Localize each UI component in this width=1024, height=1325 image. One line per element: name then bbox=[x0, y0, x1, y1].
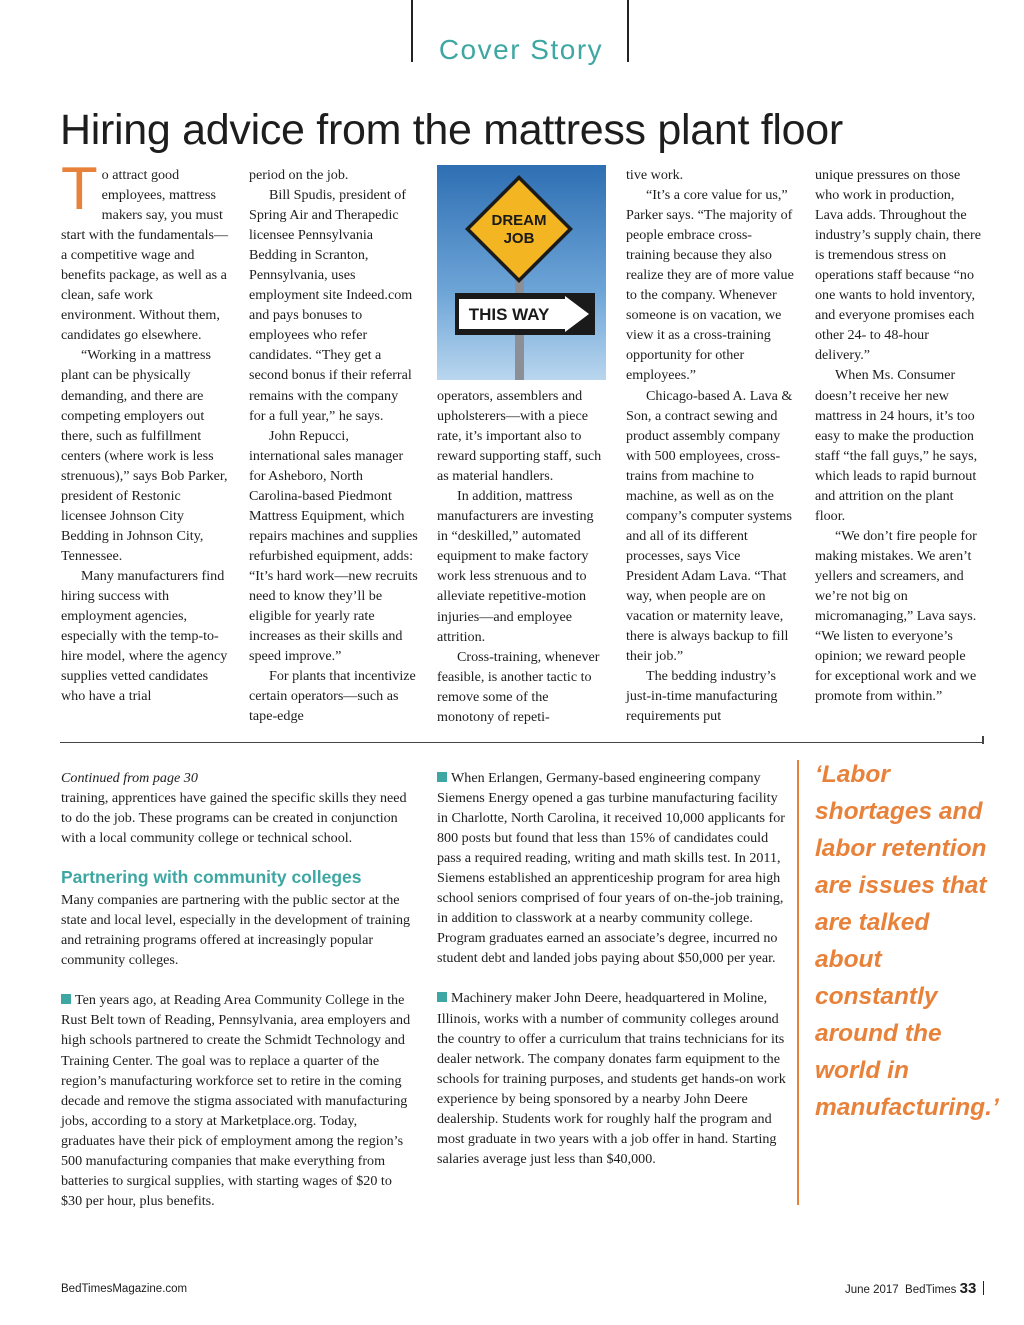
bullet-paragraph bbox=[61, 990, 413, 1211]
paragraph: Chicago-based A. Lava & Son, a contract sewing and product assembly company with 500 employees, cross-trains from machine to machine, as well as on the company’s computer systems and all of its different processes, says Vice President Adam Lava. “That way, when people are on vacation or maternity leave, there is always backup to fill their job.” bbox=[626, 387, 793, 665]
paragraph: Cross-training, whenever feasible, is another tactic to remove some of the monotony of repeti- bbox=[437, 648, 600, 725]
teal-square-bullet-icon bbox=[437, 992, 447, 1002]
paragraph: Many companies are partnering with the public sector at the state and local level, especially in the development of training and retraining programs offered at increasingly popular community colleges. bbox=[61, 892, 411, 969]
paragraph: “Working in a mattress plant can be physically demanding, and there are competing employers out there, such as fulfillment centers (where work is less strenuous),” says Bob Parker, president of Restonic licensee Johnson City Bedding in Johnson City, Tennessee. bbox=[61, 347, 228, 564]
section-divider-tick bbox=[982, 736, 984, 744]
sign-this-way-text: THIS WAY bbox=[468, 305, 550, 324]
paragraph: tive work. bbox=[626, 167, 684, 183]
sign-dream-job-text-line2: JOB bbox=[503, 230, 535, 247]
continued-column-middle bbox=[437, 768, 789, 1169]
paragraph: training, apprentices have gained the specific skills they need to do the job. These programs can be created in conjunction with a local community college or technical school. bbox=[61, 790, 407, 847]
article-column-4 bbox=[626, 165, 795, 726]
paragraph: period on the job. bbox=[249, 167, 349, 183]
article-column-3 bbox=[437, 386, 607, 727]
bullet-paragraph bbox=[437, 768, 789, 968]
paragraph: The bedding industry’s just-in-time manufacturing requirements put bbox=[626, 668, 778, 725]
paragraph: “We don’t fire people for making mistakes. We aren’t yellers and screamers, and we’re not big on micromanaging,” Lava says. “We listen to everyone’s opinion; we reward people for exceptional work and we promote from within.” bbox=[815, 527, 977, 705]
dream-job-sign-photo bbox=[437, 165, 606, 380]
paragraph: Ten years ago, at Reading Area Community College in the Rust Belt town of Reading, Pennsylvania, area employers and high schools partnered to create the Schmidt Technology and Training Center. The goal was to replace a quarter of the region’s manufacturing workforce set to retire in the coming decade and remove the stigma associated with manufacturing jobs, according to a story at Marketplace.org. Today, graduates have their pick of employment among the region’s 500 manufacturing companies that make everything from batteries to surgical supplies, with starting wages of $20 to $30 per hour, plus benefits. bbox=[61, 992, 411, 1209]
footer-rule bbox=[983, 1281, 985, 1295]
paragraph: When Erlangen, Germany-based engineering company Siemens Energy opened a gas turbine manufacturing facility in Charlotte, North Carolina, it received 10,000 applicants for 800 posts but found that less than 15% of candidates could pass a required reading, writing and math skills test. In 2011, Siemens established an apprenticeship program for area high school seniors comprised of four years of on-the-job training, in addition to classwork at a nearby community college. Program graduates earned an associate’s degree, incurred no student debt and landed jobs paying about $50,000 per year. bbox=[437, 770, 785, 967]
drop-cap: T bbox=[61, 155, 98, 222]
article-column-5 bbox=[815, 165, 984, 706]
sign-dream-job-text: DREAM bbox=[491, 212, 547, 229]
footer-site: BedTimesMagazine.com bbox=[61, 1283, 188, 1295]
paragraph: Machinery maker John Deere, headquartered in Moline, Illinois, works with a number of community colleges around the country to offer a curriculum that trains technicians for its dealer network. The company donates farm equipment to the schools for training purposes, and students get hands-on work experience by being sponsored by a nearby John Deere dealership. Students work for roughly half the program and most graduate in two years with a job offer in hand. Starting salaries average just less than $40,000. bbox=[437, 990, 786, 1167]
subheading: Partnering with community colleges bbox=[61, 867, 362, 888]
section-divider bbox=[60, 742, 984, 743]
teal-square-bullet-icon bbox=[437, 772, 447, 782]
paragraph: operators, assemblers and upholsterers—with a piece rate, it’s important also to reward supporting staff, such as material handlers. bbox=[437, 388, 602, 485]
teal-square-bullet-icon bbox=[61, 994, 71, 1004]
paragraph: For plants that incentivize certain operators—such as tape-edge bbox=[249, 668, 416, 725]
paragraph: Many manufacturers find hiring success with employment agencies, especially with the temp-to-hire model, where the agency supplies vetted candidates who have a trial bbox=[61, 567, 228, 705]
paragraph: Bill Spudis, president of Spring Air and Therapedic licensee Pennsylvania Bedding in Scranton, Pennsylvania, uses employment site Indeed.com and pays bonuses to employees who refer candidates. “They get a second bonus if their referral remains with the company for a full year,” he says. bbox=[249, 187, 413, 424]
section-label: Cover Story bbox=[438, 34, 604, 65]
article-column-1 bbox=[61, 155, 229, 706]
paragraph: o attract good employees, mattress makers say, you must start with the fundamentals—a competitive wage and benefits package, as well as a clean, safe work environment. Without them, candidates go elsewhere. bbox=[61, 167, 229, 344]
paragraph: When Ms. Consumer doesn’t receive her new mattress in 24 hours, it’s too easy to make the production staff “the fall guys,” he says, which leads to rapid burnout and attrition on the plant floor. bbox=[815, 367, 978, 524]
bullet-paragraph bbox=[437, 988, 789, 1168]
paragraph: John Repucci, international sales manager for Asheboro, North Carolina-based Piedmont Mattress Equipment, which repairs machines and supplies refurbished equipment, adds: “It’s hard work—new recruits need to know they’ll be eligible for yearly rate increases as their skills and speed improve.” bbox=[249, 427, 418, 665]
footer-issue bbox=[845, 1280, 984, 1297]
page-number: 33 bbox=[959, 1280, 977, 1297]
footer-issue-text: June 2017 BedTimes bbox=[844, 1284, 957, 1296]
paragraph: “It’s a core value for us,” Parker says. “The majority of people embrace cross-training because they also realize they are of more value to the company. Whenever someone is on vacation, we view it as a cross-training opportunity for other employees.” bbox=[626, 187, 794, 384]
continued-from-note: Continued from page 30 bbox=[61, 770, 198, 786]
headline: Hiring advice from the mattress plant floor bbox=[60, 106, 843, 154]
continued-column-left bbox=[61, 768, 413, 1211]
article-column-2 bbox=[249, 165, 418, 726]
paragraph: In addition, mattress manufacturers are investing in “deskilled,” automated equipment to make factory work less strenuous and to alleviate repetitive-motion injuries—and employee attrition. bbox=[437, 488, 594, 645]
pull-quote: ‘Labor shortages and labor retention are issues that are talked about constantly around the world in manufacturing.’ bbox=[815, 761, 999, 1121]
paragraph: unique pressures on those who work in production, Lava adds. Throughout the industry’s supply chain, there is tremendous stress on operations staff because “no one wants to hold inventory, and everyone promises each other 24- to 48-hour delivery.” bbox=[815, 167, 981, 364]
pull-quote-rule bbox=[797, 760, 799, 1205]
